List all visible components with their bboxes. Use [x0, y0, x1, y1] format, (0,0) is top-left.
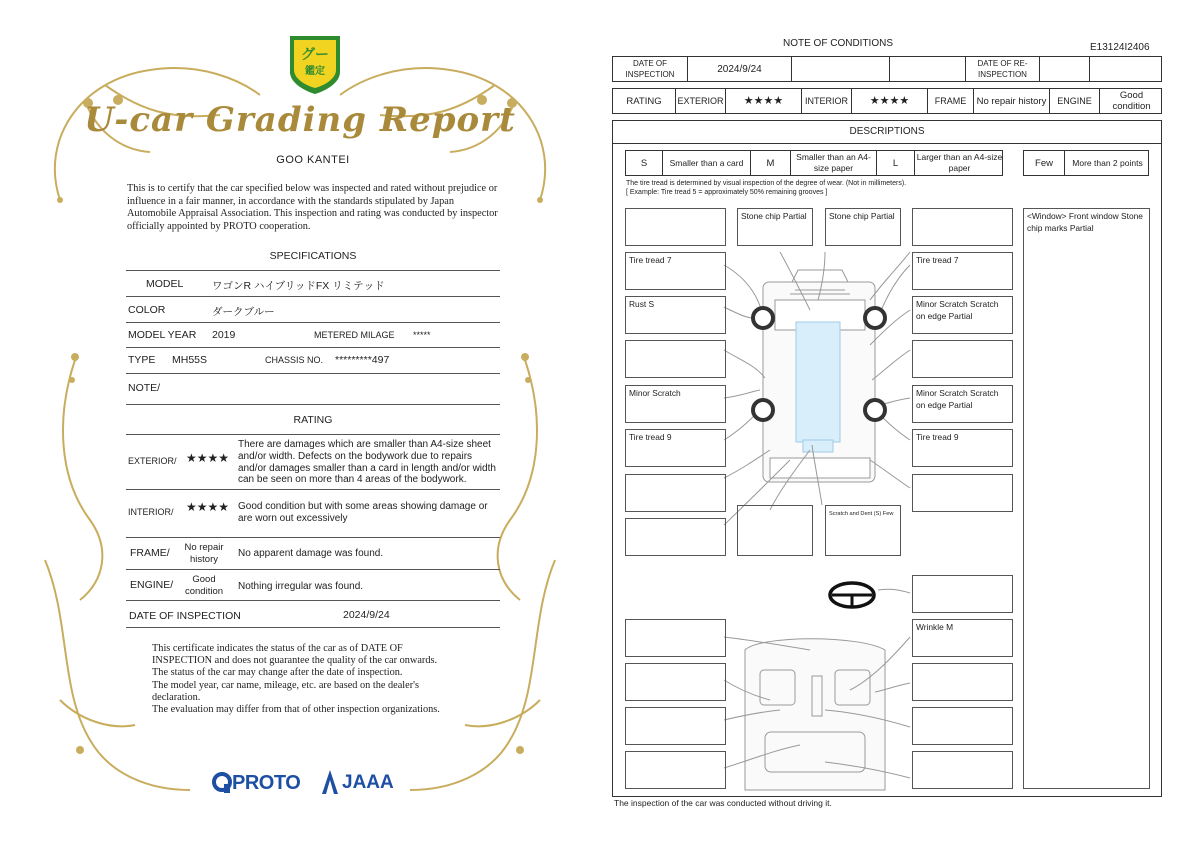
legend-m-desc: Smaller than an A4-size paper [790, 151, 876, 175]
proto-logo-icon [212, 772, 232, 794]
divider [126, 434, 500, 435]
chassis-value: *********497 [335, 354, 390, 366]
frame-value: No repair history [184, 542, 224, 565]
engine-label: ENGINE/ [130, 579, 174, 591]
divider [126, 489, 500, 490]
certificate-footer [152, 643, 482, 716]
mileage-label: METERED MILAGE [314, 330, 395, 340]
mileage-value: ***** [413, 330, 431, 340]
interior-stars: ★★★★ [851, 89, 927, 113]
divider [126, 347, 500, 348]
legend-s-key: S [640, 157, 648, 169]
certificate-title: U-car Grading Report [84, 100, 516, 140]
tire-tread-note: The tire tread is determined by visual inspection of the degree of wear. (Not in millimeters). [626, 180, 907, 187]
frame-description: No apparent damage was found. [238, 548, 384, 559]
steering-wheel-icon [830, 583, 874, 607]
frame-label: FRAME [927, 89, 973, 113]
divider [126, 270, 500, 271]
date-of-inspection-label: DATE OF INSPECTION [129, 610, 241, 622]
color-label: COLOR [128, 304, 166, 316]
note-box [912, 575, 1013, 613]
divider [126, 537, 500, 538]
note-box: Stone chip Partial [737, 208, 813, 246]
legend-m-key: M [750, 151, 790, 175]
note-box [912, 707, 1013, 745]
note-box: Tire tread 9 [912, 429, 1013, 467]
document-code: E13124I2406 [1090, 42, 1150, 53]
engine-value: Good condition [184, 574, 224, 597]
note-box [912, 340, 1013, 378]
note-box: Minor Scratch Scratch on edge Partial [912, 296, 1013, 334]
legend-s-desc: Smaller than a card [662, 151, 750, 175]
proto-logo-text: PROTO [232, 772, 301, 794]
engine-label: ENGINE [1049, 89, 1099, 113]
interior-label: INTERIOR/ [128, 507, 174, 517]
model-label: MODEL [146, 278, 184, 290]
note-box [625, 663, 726, 701]
note-box [625, 751, 726, 789]
note-box [625, 619, 726, 657]
note-box: Minor Scratch [625, 385, 726, 423]
engine-description: Nothing irregular was found. [238, 581, 364, 592]
note-box [625, 707, 726, 745]
note-box: Rust S [625, 296, 726, 334]
model-value: ワゴンR ハイブリッドFX リミテッド [212, 280, 385, 292]
specifications-heading: SPECIFICATIONS [269, 250, 357, 262]
date-of-reinspection-label: DATE OF RE-INSPECTION [965, 57, 1039, 81]
footer-line: declaration. [152, 691, 201, 703]
legend-l-key: L [876, 151, 914, 175]
exterior-stars: ★★★★ [725, 89, 801, 113]
note-label: NOTE/ [128, 382, 161, 394]
certificate-intro: This is to certify that the car specified below was inspected and rated without prejudice or influence in a fair manner, in accordance with the standards stipulated by Japan Automobile Appraisal Association. This inspection and rating was conducted by inspector officially appointed by PROTO cooperation. [127, 183, 498, 232]
footer-line: INSPECTION and does not guarantee the quality of the car onwards. [152, 655, 438, 667]
note-box: Tire tread 7 [912, 252, 1013, 290]
color-value: ダークブルー [212, 306, 275, 318]
window-note-box: <Window> Front window Stone chip marks Partial [1023, 208, 1150, 789]
tire-tread-example: [ Example: Tire tread 5 = approximately 50% remaining grooves ] [626, 189, 828, 196]
note-box [912, 474, 1013, 512]
legend-few-desc: More than 2 points [1064, 151, 1150, 175]
divider [126, 627, 500, 628]
legend-l-desc: Larger than an A4-size paper [914, 151, 1004, 175]
note-box [912, 208, 1013, 246]
divider [126, 322, 500, 323]
note-footer: The inspection of the car was conducted without driving it. [614, 798, 832, 808]
note-title: NOTE OF CONDITIONS [783, 38, 893, 49]
date-of-inspection-value: 2024/9/24 [343, 609, 390, 621]
note-box: Tire tread 9 [625, 429, 726, 467]
divider [126, 373, 500, 374]
note-box [912, 751, 1013, 789]
type-value: MH55S [172, 354, 208, 366]
exterior-label: EXTERIOR [675, 89, 725, 113]
rating-heading: RATING [293, 414, 333, 426]
chassis-label: CHASSIS NO. [265, 355, 324, 365]
rating-label: RATING [626, 95, 662, 107]
frame-label: FRAME/ [130, 547, 170, 559]
interior-label: INTERIOR [801, 89, 851, 113]
note-box [737, 505, 813, 556]
model-year-label: MODEL YEAR [128, 329, 197, 341]
badge-subtext: 鑑定 [305, 66, 325, 77]
certificate-subtitle: GOO KANTEI [276, 154, 350, 166]
footer-line: The model year, car name, mileage, etc. are based on the dealer's [152, 679, 420, 691]
divider [126, 404, 500, 405]
note-box: Wrinkle M [912, 619, 1013, 657]
note-box [912, 663, 1013, 701]
interior-description: Good condition but with some areas showing damage or are worn out excessively [238, 501, 488, 524]
exterior-label: EXTERIOR/ [128, 456, 177, 466]
note-box: Stone chip Partial [825, 208, 901, 246]
model-year-value: 2019 [212, 329, 236, 341]
note-box: Tire tread 7 [625, 252, 726, 290]
note-of-conditions [600, 0, 1200, 848]
note-box [625, 208, 726, 246]
footer-line: The evaluation may differ from that of other inspection organizations. [152, 704, 440, 716]
date-of-inspection-label: DATE OF INSPECTION [625, 59, 675, 79]
frame-value: No repair history [973, 89, 1049, 113]
divider [126, 569, 500, 570]
note-box: Minor Scratch Scratch on edge Partial [912, 385, 1013, 423]
note-box [625, 474, 726, 512]
engine-value: Good condition [1099, 89, 1163, 113]
badge-text: グー [301, 46, 329, 62]
footer-line: The status of the car may change after the date of inspection. [152, 667, 403, 679]
note-box: Scratch and Dent (S) Few [825, 505, 901, 556]
type-label: TYPE [128, 354, 156, 366]
note-box [625, 518, 726, 556]
jaaa-logo-icon [320, 770, 340, 794]
jaaa-logo-text: JAAA [342, 772, 394, 793]
interior-stars: ★★★★ [186, 500, 230, 514]
note-box [625, 340, 726, 378]
exterior-stars: ★★★★ [186, 451, 230, 465]
divider [126, 296, 500, 297]
divider [126, 600, 500, 601]
descriptions-heading: DESCRIPTIONS [612, 120, 1162, 144]
footer-line: This certificate indicates the status of the car as of DATE OF [152, 643, 403, 654]
exterior-description: There are damages which are smaller than A4-size sheet and/or width. Defects on the bodywork due to repairs and/or damages smaller than a card in length and/or width can be seen on more than 4 areas of the bodywork. [238, 439, 496, 486]
date-of-inspection-value: 2024/9/24 [687, 57, 791, 81]
legend-few-key: Few [1035, 157, 1053, 169]
